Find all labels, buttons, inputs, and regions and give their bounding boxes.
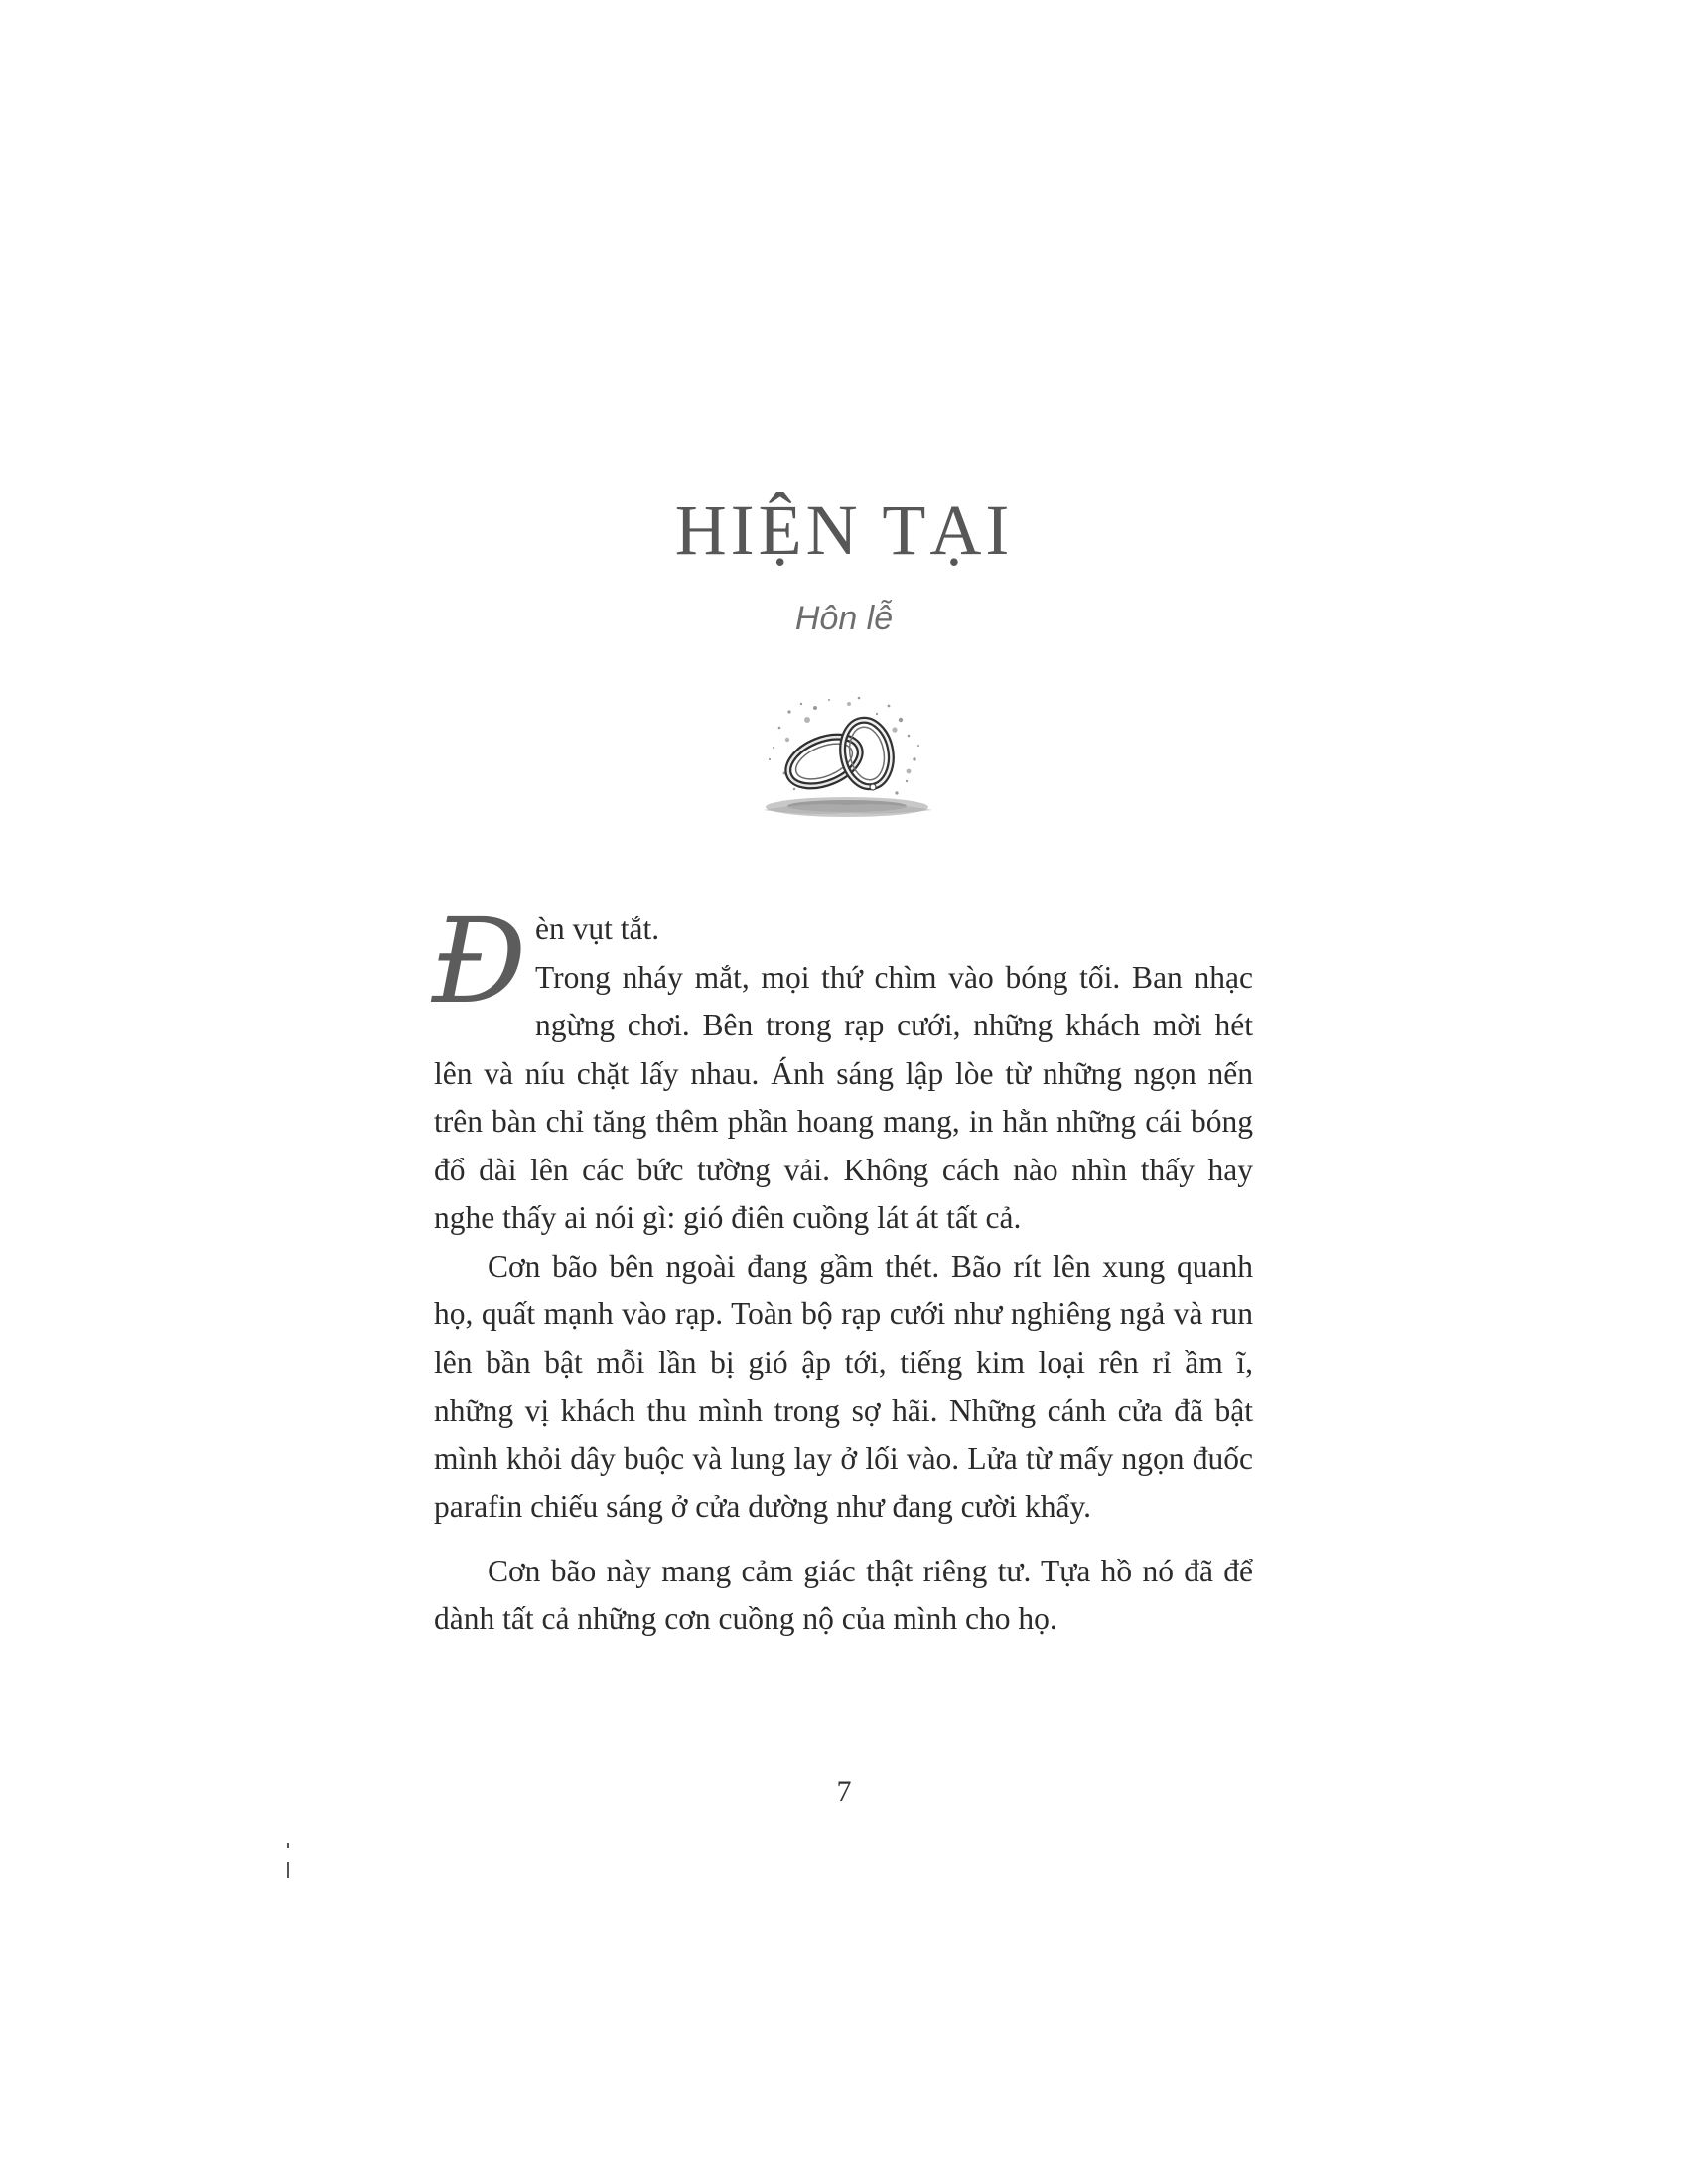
paragraph-3: Cơn bão này mang cảm giác thật riêng tư. Tựa hồ nó đã để dành tất cả những cơn cuồng nộ của mình cho họ. xyxy=(434,1553,1253,1636)
crop-mark xyxy=(287,1862,289,1878)
chapter-title: HIỆN TẠI xyxy=(674,490,1014,570)
body-text xyxy=(432,892,1253,1644)
crop-mark xyxy=(287,1843,289,1848)
paragraph-1 xyxy=(432,892,1253,1243)
wedding-rings-illustration xyxy=(750,690,938,829)
paragraph-1-body: Trong nháy mắt, mọi thứ chìm vào bóng tối. Ban nhạc ngừng chơi. Bên trong rạp cưới, những khách mời hét lên và níu chặt lấy nhau. Ánh sáng lập lòe từ những ngọn nến trên bàn chỉ tăng thêm phần hoang mang, in hằn những cái bóng đổ dài lên các bức tường vải. Không cách nào nhìn thấy hay nghe thấy ai nói gì: gió điên cuồng lát át tất cả. xyxy=(434,959,1253,1235)
drop-cap: Đ xyxy=(432,892,527,1029)
paragraph-2: Cơn bão bên ngoài đang gầm thét. Bão rít lên xung quanh họ, quất mạnh vào rạp. Toàn bộ rạp cưới như nghiêng ngả và run lên bần bật mỗi lần bị gió ập tới, tiếng kim loại rên rỉ ầm ĩ, những vị khách thu mình trong sợ hãi. Những cánh cửa đã bật mình khỏi dây buộc và lung lay ở lối vào. Lửa từ mấy ngọn đuốc parafin chiếu sáng ở cửa dường như đang cười khẩy. xyxy=(434,1248,1253,1524)
chapter-subtitle: Hôn lễ xyxy=(794,600,894,637)
paragraph-1-opening: èn vụt tắt. xyxy=(535,911,660,946)
page-number: 7 xyxy=(836,1775,852,1808)
